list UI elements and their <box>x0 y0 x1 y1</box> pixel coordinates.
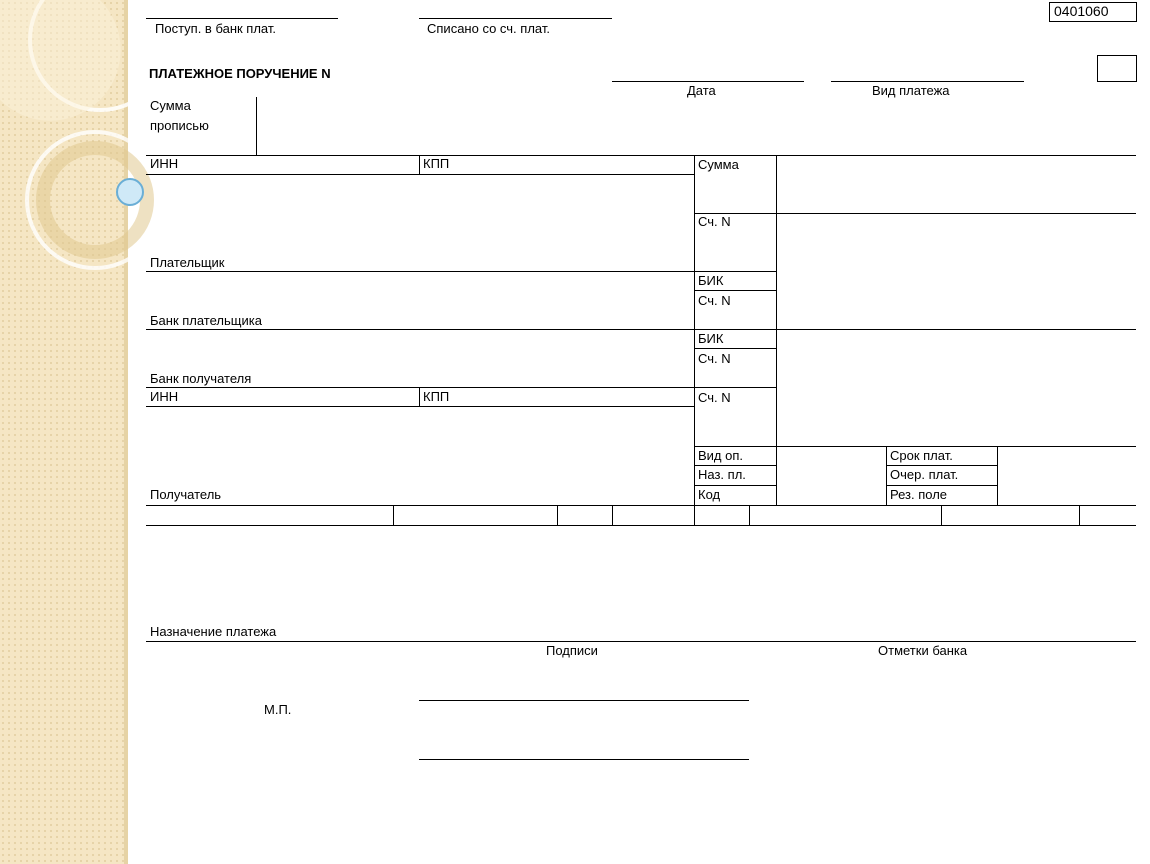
bank-marks-label: Отметки банка <box>878 643 968 658</box>
payer-bank-account-label: Сч. N <box>698 293 731 308</box>
payee-kpp-label: КПП <box>423 389 450 404</box>
form-title: ПЛАТЕЖНОЕ ПОРУЧЕНИЕ N <box>149 66 331 81</box>
decorative-arc-top-fill <box>0 0 121 121</box>
code-label: Код <box>698 487 721 502</box>
stamp-label: М.П. <box>264 702 292 717</box>
payer-bank-label: Банк плательщика <box>150 313 262 328</box>
decorative-circles <box>0 0 160 300</box>
payee-bank-account-label: Сч. N <box>698 351 731 366</box>
date-label: Дата <box>687 83 716 98</box>
status-box[interactable] <box>1097 55 1137 82</box>
sum-label: Сумма <box>698 157 739 172</box>
payer-label: Плательщик <box>150 255 225 270</box>
op-type-label: Вид оп. <box>698 448 744 463</box>
payee-bank-label: Банк получателя <box>150 371 252 386</box>
purpose-label: Назначение платежа <box>150 624 277 639</box>
payment-type-field[interactable] <box>831 81 1024 82</box>
received-label: Поступ. в банк плат. <box>155 21 277 36</box>
form-code: 0401060 <box>1054 3 1109 19</box>
payer-account-label: Сч. N <box>698 214 731 229</box>
signature-line-1[interactable] <box>419 700 749 701</box>
amount-words-label-1: Сумма <box>150 98 191 113</box>
payee-account-label: Сч. N <box>698 390 731 405</box>
amount-words-label-2: прописью <box>150 118 209 133</box>
payee-bik-label: БИК <box>698 331 724 346</box>
signature-line-2[interactable] <box>419 759 749 760</box>
pay-order-label: Очер. плат. <box>890 467 959 482</box>
form-code-box <box>1049 2 1137 22</box>
pay-term-label: Срок плат. <box>890 448 953 463</box>
payer-kpp-label: КПП <box>423 156 450 171</box>
payee-label: Получатель <box>150 487 222 502</box>
debited-label: Списано со сч. плат. <box>427 21 550 36</box>
reserve-field-label: Рез. поле <box>890 487 948 502</box>
signatures-label: Подписи <box>546 643 598 658</box>
date-field[interactable] <box>612 81 804 82</box>
decorative-bullet <box>117 179 143 205</box>
payee-inn-label: ИНН <box>150 389 179 404</box>
payment-type-label: Вид платежа <box>872 83 950 98</box>
payer-inn-label: ИНН <box>150 156 179 171</box>
payer-bik-label: БИК <box>698 273 724 288</box>
purpose-code-label: Наз. пл. <box>698 467 746 482</box>
